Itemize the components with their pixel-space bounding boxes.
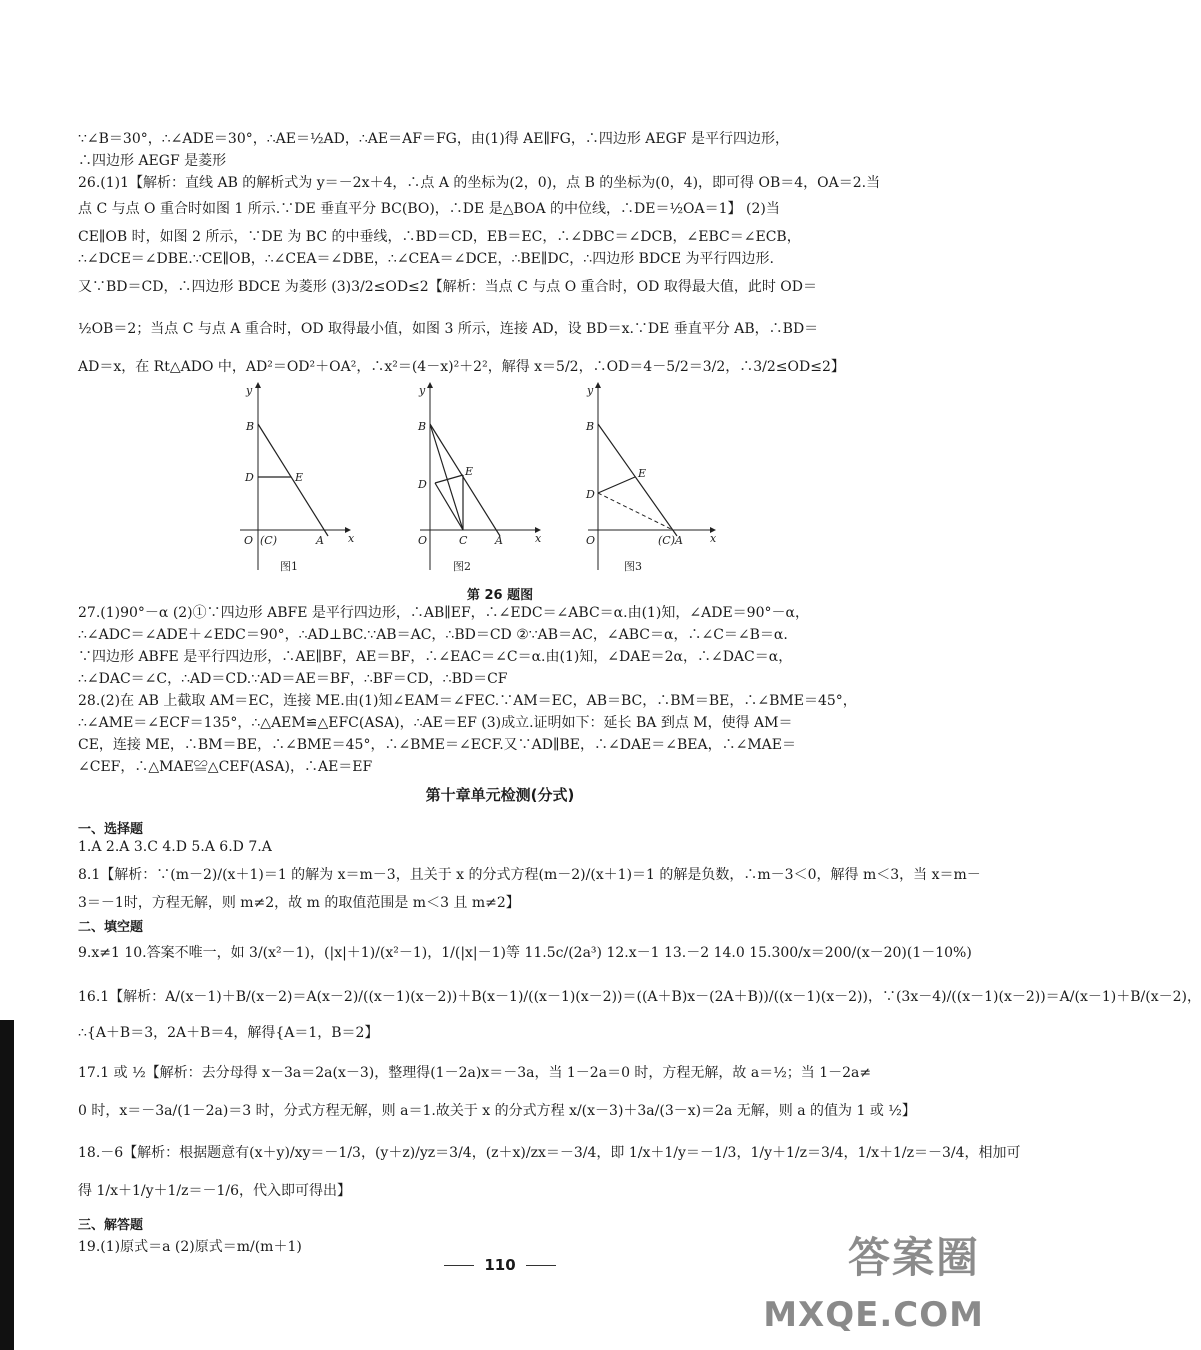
point-label: C <box>459 534 468 547</box>
point-label: D <box>586 488 595 501</box>
figure-caption: 图2 <box>453 560 471 573</box>
text-line: 17.1 或 ½【解析：去分母得 x－3a＝2a(x－3)，整理得(1－2a)x＝－3a，当 1－2a＝0 时，方程无解，故 a＝½；当 1－2a≠ <box>78 1065 872 1081</box>
section-heading-fill: 二、填空题 <box>78 920 144 935</box>
scan-edge-shadow <box>0 1020 14 1350</box>
text-line: ∵四边形 ABFE 是平行四边形，∴AE∥BF，AE＝BF，∴∠EAC＝∠C＝α.由(1)知，∠DAE＝2α，∴∠DAC＝α， <box>78 649 793 665</box>
axis-label: y <box>419 384 426 397</box>
section-heading-solve: 三、解答题 <box>78 1218 144 1233</box>
text-line: 8.1【解析：∵(m－2)/(x＋1)＝1 的解为 x＝m－3，且关于 x 的分式方程(m－2)/(x＋1)＝1 的解是负数，∴m－3＜0，解得 m＜3，当 x＝m－ <box>78 867 981 883</box>
section-heading-choice: 一、选择题 <box>78 822 144 837</box>
figure-1 <box>220 380 360 580</box>
text-line: CE，连接 ME，∴BM＝BE，∴∠BME＝45°，∴∠BME＝∠ECF.又∵AD∥BE，∴∠DAE＝∠BEA，∴∠MAE＝ <box>78 737 797 753</box>
point-label: (C)A <box>658 534 683 547</box>
point-label: D <box>418 478 427 491</box>
axis-label: x <box>535 532 542 545</box>
text-line: ∴∠ADC＝∠ADE＋∠EDC＝90°，∴AD⊥BC.∵AB＝AC，∴BD＝CD ②∵AB＝AC，∠ABC＝α，∴∠C＝∠B＝α. <box>78 627 788 643</box>
text-line: ∴∠AME＝∠ECF＝135°，∴△AEM≌△EFC(ASA)，∴AE＝EF (3)成立.证明如下：延长 BA 到点 M，使得 AM＝ <box>78 715 793 731</box>
point-label: B <box>246 420 255 433</box>
figure-caption: 图1 <box>280 560 298 573</box>
watermark-text: 答案圈 <box>847 1233 980 1282</box>
figure-caption: 图3 <box>624 560 642 573</box>
text-line: 27.(1)90°－α (2)①∵四边形 ABFE 是平行四边形，∴AB∥EF，∴∠EDC＝∠ABC＝α.由(1)知，∠ADE＝90°－α， <box>78 605 809 621</box>
point-label: B <box>418 420 427 433</box>
point-label: O <box>418 534 428 547</box>
text-line: AD＝x，在 Rt△ADO 中，AD²＝OD²＋OA²，∴x²＝(4－x)²＋2²，解得 x＝5/2，∴OD＝4－5/2＝3/2，∴3/2≤OD≤2】 <box>78 359 845 375</box>
point-label: A <box>495 534 503 547</box>
point-label: O <box>244 534 254 547</box>
text-line: ∴{A＋B＝3，2A＋B＝4，解得{A＝1，B＝2】 <box>78 1025 379 1041</box>
text-line: ∴∠DAC＝∠C，∴AD＝CD.∵AD＝AE＝BF，∴BF＝CD，∴BD＝CF <box>78 671 508 687</box>
axis-label: y <box>587 384 594 397</box>
text-line: 16.1【解析：A/(x－1)＋B/(x－2)＝A(x－2)/((x－1)(x－2))＋B(x－1)/((x－1)(x－2))＝((A＋B)x－(2A＋B))/((x－1)(x－2))，∵(3x－4)/((x－1)(x－2))＝A/(x－1)＋B/(x－2)， <box>78 989 1201 1005</box>
point-label: E <box>295 471 304 484</box>
text-line: ∵∠B＝30°，∴∠ADE＝30°，∴AE＝½AD，∴AE＝AF＝FG，由(1)得 AE∥FG，∴四边形 AEGF 是平行四边形， <box>78 131 789 147</box>
text-line: ∴四边形 AEGF 是菱形 <box>78 153 227 169</box>
chapter-title: 第十章单元检测(分式) <box>425 786 575 804</box>
figure-3-svg <box>580 380 720 580</box>
text-line: 28.(2)在 AB 上截取 AM＝EC，连接 ME.由(1)知∠EAM＝∠FEC.∵AM＝EC，AB＝BC，∴BM＝BE，∴∠BME＝45°， <box>78 693 857 709</box>
text-line: 9.x≠1 10.答案不唯一，如 3/(x²－1)，(|x|＋1)/(x²－1)，1/(|x|－1)等 11.5c/(2a³) 12.x－1 13.－2 14.0 15.300/x＝200/(x－20)(1－10%) <box>78 945 972 961</box>
text-line: 又∵BD＝CD，∴四边形 BDCE 为菱形 (3)3/2≤OD≤2【解析：当点 C 与点 O 重合时，OD 取得最大值，此时 OD＝ <box>78 279 817 295</box>
text-line: ∠CEF，∴△MAE≌△CEF(ASA)，∴AE＝EF <box>78 759 373 775</box>
point-label: D <box>245 471 254 484</box>
figure-group-26 <box>220 380 740 580</box>
point-label: B <box>586 420 595 433</box>
text-line: CE∥OB 时，如图 2 所示，∵DE 为 BC 的中垂线，∴BD＝CD，EB＝EC，∴∠DBC＝∠DCB，∠EBC＝∠ECB， <box>78 229 801 245</box>
figure-title: 第 26 题图 <box>466 588 534 603</box>
figure-2-svg <box>405 380 545 580</box>
figure-2 <box>405 380 545 580</box>
text-line: 得 1/x＋1/y＋1/z＝－1/6，代入即可得出】 <box>78 1183 352 1199</box>
watermark-url: MXQE.COM <box>763 1295 984 1335</box>
page-number-text: 110 <box>484 1256 516 1274</box>
point-label: A <box>316 534 324 547</box>
axis-label: x <box>348 532 355 545</box>
text-line: 3＝－1时，方程无解，则 m≠2，故 m 的取值范围是 m＜3 且 m≠2】 <box>78 895 520 911</box>
point-label: E <box>638 467 647 480</box>
text-line: 19.(1)原式＝a (2)原式＝m/(m＋1) <box>78 1239 302 1255</box>
watermark-logo <box>763 1225 990 1345</box>
text-line: 0 时，x＝－3a/(1－2a)＝3 时，分式方程无解，则 a＝1.故关于 x 的分式方程 x/(x－3)＋3a/(3－x)＝2a 无解，则 a 的值为 1 或 ½】 <box>78 1103 916 1119</box>
text-line: 1.A 2.A 3.C 4.D 5.A 6.D 7.A <box>78 839 272 855</box>
figure-1-svg <box>220 380 360 580</box>
axis-label: y <box>246 384 253 397</box>
point-label: (C) <box>260 534 277 547</box>
text-line: 26.(1)1【解析：直线 AB 的解析式为 y＝－2x＋4，∴点 A 的坐标为(2，0)，点 B 的坐标为(0，4)，即可得 OB＝4，OA＝2.当 <box>78 175 881 191</box>
text-line: ½OB＝2；当点 C 与点 A 重合时，OD 取得最小值，如图 3 所示，连接 AD，设 BD＝x.∵DE 垂直平分 AB，∴BD＝ <box>78 321 819 337</box>
point-label: O <box>586 534 596 547</box>
point-label: E <box>465 465 474 478</box>
text-line: ∴∠DCE＝∠DBE.∵CE∥OB，∴∠CEA＝∠DBE，∴∠CEA＝∠DCE，∴BE∥DC，∴四边形 BDCE 为平行四边形. <box>78 251 775 267</box>
figure-3 <box>580 380 720 580</box>
text-line: 18.－6【解析：根据题意有(x＋y)/xy＝－1/3，(y＋z)/yz＝3/4，(z＋x)/zx＝－3/4，即 1/x＋1/y＝－1/3，1/y＋1/z＝3/4，1/x＋1/z＝－3/4，相加可 <box>78 1145 1021 1161</box>
text-line: 点 C 与点 O 重合时如图 1 所示.∵DE 垂直平分 BC(BO)，∴DE 是△BOA 的中位线，∴DE＝½OA＝1】 (2)当 <box>78 201 780 217</box>
axis-label: x <box>710 532 717 545</box>
